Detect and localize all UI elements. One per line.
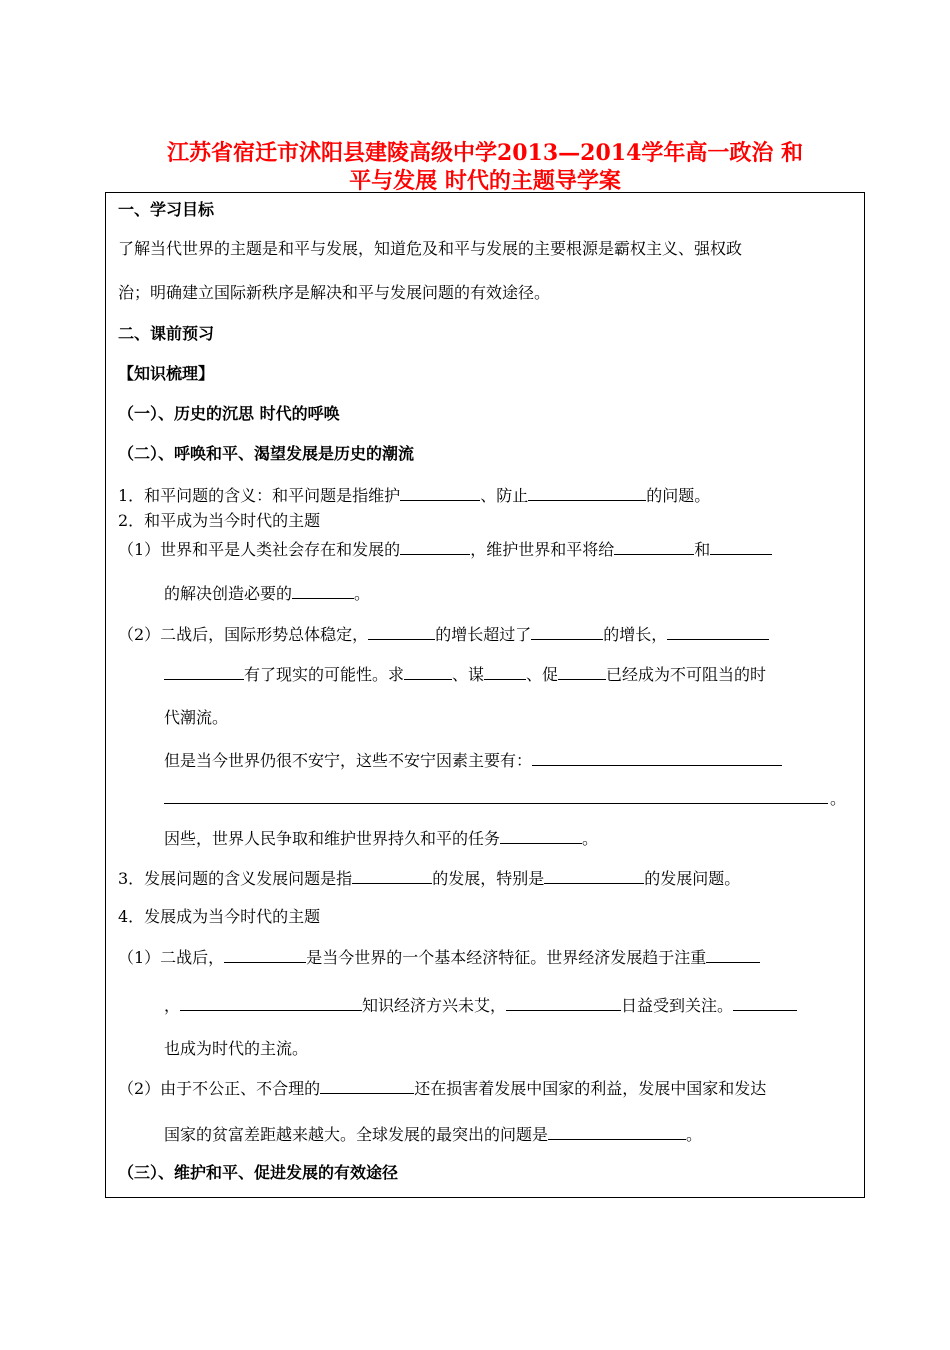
q3-text-a: 3．发展问题的含义发展问题是指 bbox=[118, 869, 353, 888]
q2-2-text-d: 有了现实的可能性。求 bbox=[244, 665, 405, 684]
question-4-2-cont bbox=[164, 1124, 702, 1145]
question-2-1-cont bbox=[164, 583, 370, 604]
q2-1-text-c: 和 bbox=[694, 540, 711, 559]
fill-blank[interactable] bbox=[544, 868, 644, 884]
fill-blank[interactable] bbox=[733, 995, 797, 1011]
question-2-2-risks bbox=[164, 750, 782, 771]
fill-blank[interactable] bbox=[400, 485, 480, 501]
q2-2-text-k: 因些，世界人民争取和维护世界持久和平的任务 bbox=[164, 829, 501, 848]
answer-line[interactable] bbox=[164, 803, 828, 804]
fill-blank[interactable] bbox=[528, 485, 646, 501]
q2-2-text-g: 已经成为不可阻当的时 bbox=[606, 665, 767, 684]
question-2-2-task bbox=[164, 828, 598, 849]
q1-text-b: 、防止 bbox=[480, 486, 529, 505]
fill-blank[interactable] bbox=[164, 664, 244, 680]
title-line-2: 平与发展 时代的主题导学案 bbox=[349, 168, 621, 194]
fill-blank[interactable] bbox=[400, 539, 470, 555]
q2-1-text-e: 。 bbox=[354, 584, 371, 603]
fill-blank[interactable] bbox=[614, 539, 694, 555]
fill-blank[interactable] bbox=[710, 539, 772, 555]
section-heading-goals: 一、学习目标 bbox=[118, 200, 215, 219]
part-heading-2: （二）、呼唤和平、渴望发展是历史的潮流 bbox=[118, 444, 415, 463]
q2-2-text-c: 的增长， bbox=[603, 625, 668, 644]
question-4-1-cont bbox=[164, 995, 797, 1016]
fill-blank[interactable] bbox=[500, 828, 582, 844]
q4-2-text-d: 。 bbox=[686, 1125, 703, 1144]
fill-blank[interactable] bbox=[558, 664, 606, 680]
q2-2-text-l: 。 bbox=[582, 829, 599, 848]
q4-2-text-a: （2）由于不公正、不合理的 bbox=[118, 1079, 321, 1098]
question-2-1 bbox=[118, 539, 772, 560]
q2-2-text-e: 、谋 bbox=[452, 665, 485, 684]
question-4-1 bbox=[118, 947, 760, 968]
q2-1-text-a: （1）世界和平是人类社会存在和发展的 bbox=[118, 540, 401, 559]
q2-1-text-d: 的解决创造必要的 bbox=[164, 584, 293, 603]
fill-blank[interactable] bbox=[706, 947, 760, 963]
q2-2-text-a: （2）二战后，国际形势总体稳定， bbox=[118, 625, 369, 644]
q2-2-text-i: 但是当今世界仍很不安宁，这些不安宁因素主要有： bbox=[164, 751, 533, 770]
goal-text-line-1: 了解当代世界的主题是和平与发展，知道危及和平与发展的主要根源是霸权主义、强权政 bbox=[118, 239, 743, 258]
question-2-heading: 2．和平成为当今时代的主题 bbox=[118, 511, 321, 530]
fill-blank[interactable] bbox=[352, 868, 432, 884]
fill-blank[interactable] bbox=[484, 664, 526, 680]
question-4-2 bbox=[118, 1078, 766, 1099]
fill-blank[interactable] bbox=[404, 664, 452, 680]
question-2-2-cont bbox=[164, 664, 766, 685]
fill-blank[interactable] bbox=[506, 995, 621, 1011]
part-heading-1: （一）、历史的沉思 时代的呼唤 bbox=[118, 404, 340, 423]
fill-blank[interactable] bbox=[292, 583, 354, 599]
q4-2-text-b: 还在损害着发展中国家的利益，发展中国家和发达 bbox=[414, 1079, 767, 1098]
q2-1-text-b: ，维护世界和平将给 bbox=[470, 540, 615, 559]
q4-2-text-c: 国家的贫富差距越来越大。全球发展的最突出的问题是 bbox=[164, 1125, 549, 1144]
question-4-1-cont2: 也成为时代的主流。 bbox=[164, 1039, 309, 1058]
part-heading-3: （三）、维护和平、促进发展的有效途径 bbox=[118, 1163, 399, 1182]
question-4-heading: 4．发展成为当今时代的主题 bbox=[118, 907, 321, 926]
q4-1-text-b: 是当今世界的一个基本经济特征。世界经济发展趋于注重 bbox=[306, 948, 707, 967]
fill-blank[interactable] bbox=[320, 1078, 414, 1094]
q2-2-text-b: 的增长超过了 bbox=[435, 625, 532, 644]
fill-blank[interactable] bbox=[532, 750, 782, 766]
q1-text-c: 的问题。 bbox=[646, 486, 711, 505]
question-2-2 bbox=[118, 624, 769, 645]
fill-blank[interactable] bbox=[548, 1124, 686, 1140]
question-2-2-cont2: 代潮流。 bbox=[164, 708, 229, 727]
q3-text-b: 的发展，特别是 bbox=[432, 869, 545, 888]
fill-blank[interactable] bbox=[667, 624, 769, 640]
section-heading-preview: 二、课前预习 bbox=[118, 324, 215, 343]
question-1 bbox=[118, 485, 710, 506]
goal-text-line-2: 治；明确建立国际新秩序是解决和平与发展问题的有效途径。 bbox=[118, 283, 551, 302]
q2-2-text-f: 、促 bbox=[526, 665, 559, 684]
q3-text-c: 的发展问题。 bbox=[644, 869, 741, 888]
q4-1-text-a: （1）二战后， bbox=[118, 948, 225, 967]
fill-blank[interactable] bbox=[368, 624, 435, 640]
question-3 bbox=[118, 868, 740, 889]
q1-text-a: 1．和平问题的含义：和平问题是指维护 bbox=[118, 486, 401, 505]
fill-blank[interactable] bbox=[224, 947, 306, 963]
q4-1-text-c: ， bbox=[164, 996, 181, 1015]
title-line-1: 江苏省宿迁市沭阳县建陵高级中学2013—2014学年高一政治 和 bbox=[166, 140, 804, 166]
q4-1-text-d: 知识经济方兴未艾， bbox=[362, 996, 507, 1015]
knowledge-heading: 【知识梳理】 bbox=[118, 364, 215, 383]
q4-1-text-e: 日益受到关注。 bbox=[621, 996, 734, 1015]
fill-blank[interactable] bbox=[531, 624, 603, 640]
period-mark: 。 bbox=[830, 789, 847, 808]
fill-blank[interactable] bbox=[180, 995, 362, 1011]
